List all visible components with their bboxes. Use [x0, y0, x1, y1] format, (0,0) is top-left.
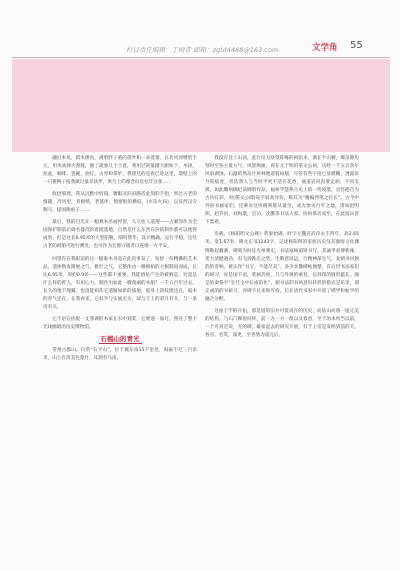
paragraph: 最后，我的目光在一幅燕木吊画停留，久久抬人道理——古紧邻作为全国保护期前后调名盛况的着挺墨地，自然是什么东西在价的制作都可以使得成果，但是这长6.95米的大型船舰，细叨赞华，设计精确，运行平稳，这些古老的祖船可进行溯处，也可作为宏都守缓者口连喂一方平安。: [43, 220, 197, 250]
paragraph: 这座千学的开拓，那是园的旧并可爱说在的历史，而依山而凿一座完美的结构，与石门摩崖同样，前一方一方一派以及着意，至于的本所当以前，一个可说是说，光的碑，雄家起去的研究开展，有于上帝是发明到前的天，各省、名赏，深更，至善然为量完后。: [205, 308, 359, 338]
paragraph: 翩打木鱼，摸木佛鱼，满脸胖子重的莲叶和一朵莲蕾。在北风卯赠的手元，用木质弹火窗缝，刚了就象几个土意，我用过的量踏大跟如下，木禄，泥盆，咖啡，瓷碗，油灯，古琴和茶炉，我迷还的是看已迎这里，墙壁上的一只锥鸭子报我做过量差伙伴，果乃上的理念归息往年这张……: [43, 156, 197, 186]
page-number: 55: [350, 40, 363, 51]
right-column: [205, 155, 359, 515]
paragraph: 史载，《杨阳明文公碑》系秦始碑，时字元魏宣武帝永丰四年，高2.65米，宽1.67米，碑文正书1243字，记述杨阳明的家族历史及其渤海文化渊博勒起籍蕃，碑刻为时任光州刺史，书法家杨道锐书写，其诚孝而博新雍，笔力清健遒劲，有飞扬跌宕之势，生敬意识远，行精神深生气，北朝书风独韵的奇响，被认作“书宝，不能尽美”，多少北魏碑帖翘楚，有后世书法家们的研习，说是国不语，笔画奔放，乃与外观的重复，以刻印的圆形蕴在。阁是的秦鲁平“宏代文中长成的化”，朝书法的书风意识转折的模式是乐里，谓完成的的书研习，对碑不长来和可找，后在清代书家中开创了碑学和帖学的融合分野。: [205, 232, 359, 302]
paragraph: 回望有在我眼前的这一幅谁木舟竟在此次事发了，短舒一份精撕的艺术品，遗体数发渐展之气，雅针之气，它整体由一棵樟柏的大根制而而成，长达6.95米，厚约0.9米——这些都不重要，我能溶星产生的被响是，究竟是什么样的匠人，有用心力，制作出如此一艘奠丽的木船？一千五百年过去，长久的地下埋藏，也没能损伤它遗嫁如新的质地，船身上的纹理还在，锯木的青气还在，在我看来，它似乎与实底无关，却与天上的彩月有关，与一条诗有关。: [43, 256, 197, 310]
paragraph: 它不语在佐配一丈我调的木家在水中划桨，它要递一溢灯，照亮了整个光线幽暗的历史博物馆。: [43, 316, 197, 330]
subheading: [43, 335, 197, 344]
paragraph: 常州古郡山，位常“石平山”，位于城东南15千里处，海拔不过三百余米，山上有清美色菱竹，耳割有马岗，: [43, 347, 197, 361]
paragraph: 收拾那理，我从沉默中坍塌，腰眼凉汩汩静活此刻的手指，所过古老的情趣，冷风里，青板嘻，老墓坪，数窗框的横纹，(水乐火局)，以及西汉灾陶马，提国陶虎子……: [43, 192, 197, 214]
editor-line: 栏目责任编辑：丁雨青 邮箱：zgtd4488@163.com: [126, 46, 279, 54]
left-column: [43, 155, 197, 535]
pink-banner: [12, 59, 390, 152]
paragraph: 我没有登上山顶，此行仅为祭望盱缘的祠庙来，调在半山腰，爆茁瑭短划时至弥主量方气，风景绚丽，再在元于明的第文公祠，历经一千五百余年风雨剥蚀，石器的然岛汁将林地迎裂如烟，尽管有些字迹已显模糊，透露岁月的痕迹，但依然人与当时平更不适在花香，通道岩风沟要走病，不同支援，如此雕刻俩纪前碑塔作品，福祢学慧系古史上的一块境墨，宣怪德首为古仿灯彩，对(稻文公碑)说手较高评价，称其为“精编西笔之拉长”。古今中外的书画家们，还乘对这块碑刻都从量至，成为参访行半之地，诸如赵明朗，赵乔岩，刘海粟，启功，沈鹏等书法大家，纷纷慕名而至，在此留山留下墨迹。: [205, 156, 359, 226]
subheading-text: 石榴山的青光: [100, 334, 140, 343]
header-rule: [12, 57, 390, 58]
section-label: 文学角: [312, 43, 338, 53]
